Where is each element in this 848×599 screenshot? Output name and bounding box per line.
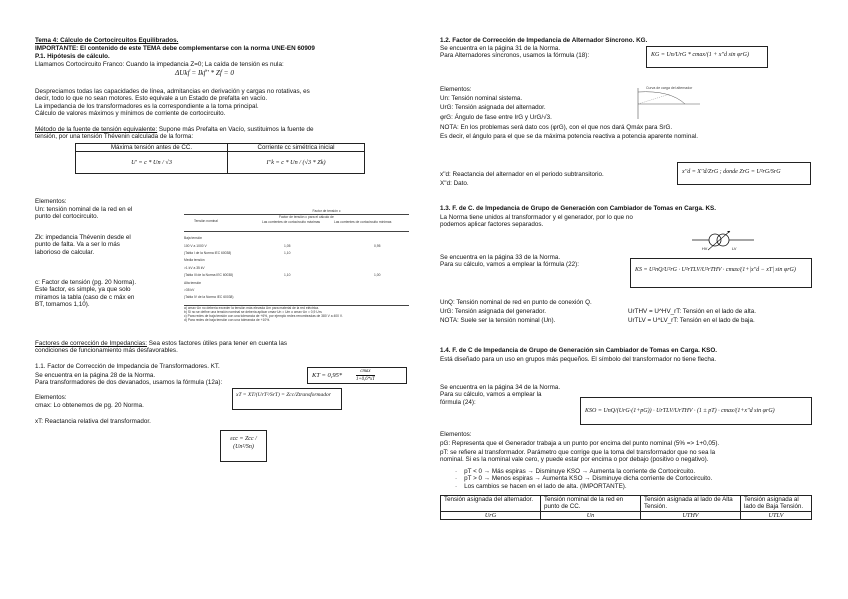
nota-cos-phi: NOTA: En los problemas será dato cos (φrG), con el que nos dará Qmáx para SrG.	[440, 124, 673, 131]
mini-table-title: Factor de tensión c	[312, 209, 341, 213]
thevenin-formula: U' = c * Un / √3	[76, 152, 228, 174]
elementos-heading: Elementos:	[35, 198, 67, 205]
xd-definition: x''d: Reactancia del alternador en el periodo subtransitorio.	[440, 171, 604, 178]
text-line: punto del cortocircuito.	[35, 213, 99, 221]
metodo-block	[35, 126, 405, 141]
mini-table-cell: Media tensión	[184, 258, 205, 263]
text-line: Se encuentra en la página 31 de la Norma.	[440, 45, 561, 52]
metodo-text: Supone más Prefalta en Vacío, sustituimos la fuente de	[157, 126, 314, 133]
page-title: Tema 4: Cálculo de Cortocircuitos Equilibrados.	[35, 37, 179, 44]
section-1-1-text	[35, 372, 222, 387]
section-1-3-title: 1.3. F. de C. de Impedancia de Grupo de Generación con Cambiador de Tomas en Carga. KS.	[440, 205, 716, 212]
table-header: Tensión asignada del alternador.	[441, 496, 541, 512]
xd-dato: X''d: Dato.	[440, 180, 469, 187]
mini-table-row	[184, 295, 409, 302]
elementos-heading-3: Elementos:	[440, 86, 472, 93]
text-line: podemos aplicar factores separados.	[440, 221, 544, 229]
text-line: Se encuentra en la página 34 de la Norma.	[440, 384, 561, 391]
thevenin-table	[75, 143, 365, 174]
kt-formula-lhs: KT = 0,95*	[312, 372, 343, 379]
mini-table-row	[184, 244, 409, 251]
section-p1: P.1. Hipótesis de cálculo.	[35, 53, 110, 60]
kt-den: 1+0,6*xT	[356, 377, 375, 382]
section-1-1-title: 1.1. Factor de Corrección de Impedancia de Transformadores. KT.	[35, 363, 220, 370]
c-definition	[35, 279, 136, 309]
bullet-text: Los cambios se hacen en el lado de alta. (IMPORTANTE).	[464, 482, 627, 490]
text-line: Despreciamos todas las capacidades de línea, admitancias en derivación y cargas no rotativas, es	[35, 88, 310, 95]
text-line: pT: se refiere al transformador. Parámetro que corrige que la toma del transformador que no sea la	[440, 449, 716, 456]
urg-definition: UrG: Tensión asignada del alternador.	[440, 104, 546, 111]
nota-un: NOTA: Suele ser la tensión nominal (Un).	[440, 317, 556, 324]
mini-table-row	[184, 251, 409, 258]
text-line: Para su cálculo, vamos a emplear la fórmula (22):	[440, 261, 579, 269]
ks-formula-box: KS = U²nQ/U²rG · U²rTLV/U²rTHV · cmax/(1+|x''d − xT| sin φrG)	[630, 258, 812, 288]
mini-table-cell: 1,10	[284, 273, 291, 278]
kt-num: cmax	[356, 368, 375, 376]
mini-table-cell: 0,95	[374, 243, 381, 248]
mini-table-rows	[184, 236, 409, 303]
voltage-factor-table-image	[184, 209, 409, 339]
text-line: Zk: impedancia Thévenin desde el	[35, 234, 131, 241]
un-system-definition: Un: Tensión nominal sistema.	[440, 95, 523, 102]
mini-note: d) Para redes de baja tensión con una tolerancia de +10%.	[184, 318, 271, 323]
important-note: IMPORTANTE: El contenido de este TEMA debe complementarse con la norma UNE-EN 60909	[35, 45, 315, 52]
es-decir-line: Es decir, el ángulo para el que se da máxima potencia reactiva a potencia aparente nominal.	[440, 133, 698, 140]
mini-table-cell: >1 kV a 35 kV	[184, 265, 205, 270]
voltage-symbols-table	[440, 495, 812, 520]
mini-table-cell: Baja tensión	[184, 236, 203, 241]
section-1-3-location	[440, 254, 579, 269]
text-line: punto de falta. Va a ser lo más	[35, 241, 120, 249]
table-header: Tensión nominal de la red en punto de CC.	[541, 496, 641, 512]
un-definition	[35, 206, 132, 221]
pt-definition	[440, 449, 715, 464]
text-line: La impedancia de los transformadores es la correspondiente a la toma principal.	[35, 102, 259, 110]
factores-text: Sea estos factores útiles para tener en cuenta las	[147, 340, 288, 347]
franco-line: Llamamos Cortocircuito Franco: Cuando la impedancia Z=0; La caída de tensión es nula:	[35, 61, 284, 68]
table-cell: Un	[541, 511, 641, 519]
xt-definition: xT: Reactancia relativa del transformador.	[35, 418, 151, 425]
section-1-4-title: 1.4. F. de C de Impedancia de Grupo de Generación sin Cambiador de Tomas en Carga. KSO.	[440, 347, 718, 354]
text-line: BT, tomamos 1,10).	[35, 301, 90, 309]
mini-table-row	[184, 236, 409, 243]
mini-table-cell: >35 kV	[184, 287, 195, 292]
cmax-definition: cmax: Lo obtenemos de pg. 20 Norma.	[35, 402, 144, 409]
text-line: nominal. Si es la nominal vale cero, y puede estar por encima o por debajo (positivo o negativo).	[440, 456, 709, 464]
hv-label: HV	[702, 247, 708, 251]
mini-table-row	[184, 273, 409, 280]
unq-definition: UnQ: Tensión nominal de red en punto de conexión Q.	[440, 299, 592, 306]
franco-formula: ΔUkf = Ikf'' * Zf = 0	[175, 69, 234, 77]
bullet-text: pT < 0 → Más espiras → Disminuye KSO → Aumenta la corriente de Cortocircuito.	[464, 468, 696, 475]
elementos-heading-4: Elementos:	[440, 431, 472, 438]
mini-table-cell: (Tabla IV de la Norma IEC 60038)	[184, 295, 234, 300]
despreciamos-block	[35, 88, 395, 118]
diagram-label: Curva de carga del alternador	[646, 86, 693, 90]
factores-block	[35, 340, 405, 355]
capability-curve-svg	[630, 86, 705, 121]
mini-col-header: Factor de tensión c para el cálculo de	[279, 215, 334, 220]
list-item: · Los cambios se hacen en el lado de alta. (IMPORTANTE).	[455, 482, 627, 490]
pg-definition: pG: Representa que el Generador trabaja a un punto por encima del punto nominal (5% => 1+0,05).	[440, 440, 720, 447]
text-line: fórmula (24):	[440, 398, 476, 406]
text-line: Se encuentra en la página 33 de la Norma.	[440, 254, 561, 261]
section-1-2-title: 1.2. Factor de Corrección de Impedancia de Alternador Síncrono. KG.	[440, 37, 648, 44]
text-line: Cálculo de valores máximos y mínimos de corriente de cortocircuito.	[35, 110, 226, 118]
metodo-title: Método de la fuente de tensión equivalente:	[35, 126, 158, 133]
mini-note: a) cmax·Un no debería exceder la tensión más elevada Um para material de la red eléctrica.	[184, 305, 320, 310]
text-line: decir, todo lo que no sean motores. Esto equivale a un Estado de prefalta en vacío.	[35, 95, 268, 103]
urg-definition-2: UrG: Tensión asignada del generador.	[440, 308, 546, 315]
transformer-svg	[688, 228, 758, 256]
text-line: c: Factor de tensión (pg. 20 Norma).	[35, 279, 137, 286]
mini-table-cell: 1,00	[374, 273, 381, 278]
kt-formula-box	[307, 367, 407, 384]
table-cell: UTLV	[741, 511, 812, 519]
table-header: Máxima tensión antes de CC.	[76, 144, 228, 152]
text-line: Para su cálculo, vamos a emplear la	[440, 391, 542, 399]
text-line: Para transformadores de dos devanados, usamos la fórmula (12a):	[35, 379, 223, 387]
ik-formula: I''k = c * Un / (√3 * Zk)	[228, 152, 365, 174]
transformer-tap-changer-icon	[688, 228, 758, 256]
mini-table-row	[184, 258, 409, 265]
urthv-definition: UrTHV = U^HV_rT: Tensión en el lado de alta.	[628, 308, 756, 315]
text-line: Se encuentra en la página 28 de la Norma.	[35, 372, 156, 379]
kso-formula-box: KSO = UnQ/(UrG·(1+pG)) · UrTLV/UrTHV · (1 ± pT) · cmax/(1+x''d sin φrG)	[580, 397, 812, 425]
ecc-formula-box: εcc = Zcc / (Un²/Sn)	[220, 430, 267, 462]
urtlv-definition: UrTLV = U^LV_rT: Tensión en el lado de baja.	[628, 317, 755, 324]
phi-definition: φrG: Ángulo de fase entre IrG y UrG/√3.	[440, 114, 552, 121]
mini-table-cell: (Tabla I de la Norma IEC 60038)	[184, 250, 232, 255]
section-1-3-text	[440, 214, 633, 229]
mini-col-header: Las corrientes de cortocircuito máximas	[262, 220, 321, 225]
kg-formula-box: KG = Un/UrG * cmax/(1 + x''d sin φrG)	[646, 46, 768, 68]
table-cell: UTHV	[641, 511, 741, 519]
factores-title: Factores de corrección de Impedancias:	[35, 340, 148, 347]
bullet-text: pT > 0 → Menos espiras → Aumenta KSO → Disminuye dicha corriente de Cortocircuito.	[464, 475, 713, 483]
factores-line2: condiciones de funcionamiento más desfavorables.	[35, 347, 178, 355]
elementos-heading-2: Elementos:	[35, 394, 67, 401]
metodo-line2: tensión, por una tensión Thévenin calculada de la forma:	[35, 133, 194, 141]
mini-table-cell: 100 V a 1000 V	[184, 243, 207, 248]
mini-note: b) Si no se define una tensión nominal se debería aplicar cmax·Un = Um o cmax·Un = 0,9 Um.	[184, 309, 323, 314]
list-item: · pT > 0 → Menos espiras → Aumenta KSO → Disminuye dicha corriente de Cortocircuito.	[455, 475, 713, 483]
xd-formula-box: x''d = X''d/ZrG ; donde ZrG = U²rG/SrG	[677, 162, 811, 185]
mini-table-row	[184, 288, 409, 295]
mini-col-header: Las corrientes de cortocircuito mínimas	[334, 220, 392, 225]
section-1-4-text: Está diseñado para un uso en grupos más pequeños. El símbolo del transformador no tiene flecha.	[440, 356, 717, 363]
table-header: Tensión asignada al lado de Baja Tensión.	[741, 496, 812, 512]
text-line: La Norma tiene unidos al transformador y el generador, por lo que no	[440, 214, 633, 221]
lv-label: LV	[732, 247, 737, 251]
text-line: laborioso de calcular.	[35, 248, 95, 256]
table-header: Corriente cc simétrica inicial	[228, 144, 365, 152]
mini-table-cell: 1,10	[284, 250, 291, 255]
text-line: Para Alternadores síncronos, usamos la fórmula (18):	[440, 52, 590, 60]
text-line: miramos la tabla (caso de c máx en	[35, 293, 135, 301]
list-item: · pT < 0 → Más espiras → Disminuye KSO → Aumenta la corriente de Cortocircuito.	[455, 468, 696, 475]
mini-col-header: Tensión nominal	[194, 219, 218, 224]
mini-table-cell: 1,05	[284, 243, 291, 248]
xt-formula-box: xT = XT/(UrT²/SrT) = Zcc/Ztransformador	[232, 388, 342, 410]
mini-table-row	[184, 266, 409, 273]
section-1-4-location	[440, 384, 560, 406]
text-line: Este factor, es simple, ya que solo	[35, 286, 131, 294]
table-header: Tensión asignada al lado de Alta Tensión.	[641, 496, 741, 512]
bullet-list	[455, 468, 712, 490]
text-line: Un: tensión nominal de la red en el	[35, 206, 133, 213]
mini-note: c) Para redes de baja tensión con una tolerancia de +6%, por ejemplo redes renombradas de 380 V a 400 V.	[184, 314, 343, 319]
table-cell: UrG	[441, 511, 541, 519]
mini-table-cell: Alta tensión	[184, 280, 202, 285]
zk-definition	[35, 234, 131, 256]
mini-table-cell: (Tabla III de la Norma IEC 60038)	[184, 273, 234, 278]
alternator-capability-diagram	[630, 86, 705, 121]
section-1-2-text	[440, 45, 589, 60]
mini-table-row	[184, 281, 409, 288]
